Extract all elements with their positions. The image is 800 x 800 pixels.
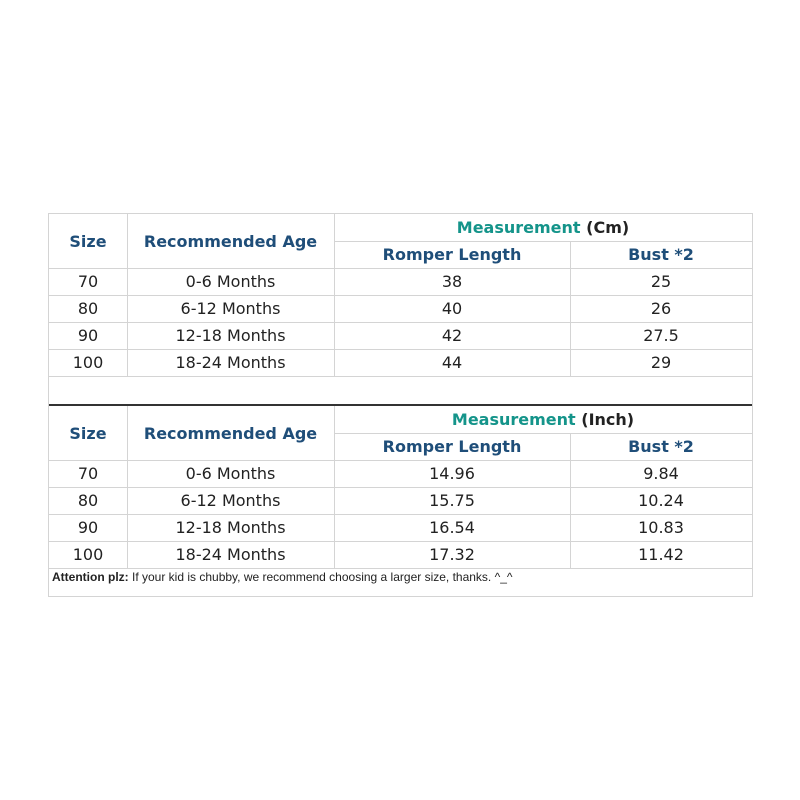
age-header: Recommended Age xyxy=(143,231,318,251)
romper-length-cell: 42 xyxy=(441,326,463,345)
size-cell: 80 xyxy=(77,299,99,318)
size-cell: 90 xyxy=(77,326,99,345)
age-cell: 6-12 Months xyxy=(180,299,281,318)
size-header: Size xyxy=(69,423,107,443)
age-header: Recommended Age xyxy=(143,423,318,443)
age-cell: 12-18 Months xyxy=(175,326,286,345)
bust-header: Bust *2 xyxy=(628,245,694,264)
age-cell: 6-12 Months xyxy=(180,491,281,510)
bust-cell: 25 xyxy=(650,272,672,291)
size-cell: 100 xyxy=(72,545,104,564)
age-cell: 18-24 Months xyxy=(175,545,286,564)
measurement-unit: (Inch) xyxy=(581,410,635,429)
measurement-title: Measurement xyxy=(451,410,576,429)
age-cell: 12-18 Months xyxy=(175,518,286,537)
bust-cell: 29 xyxy=(650,353,672,372)
bust-cell: 26 xyxy=(650,299,672,318)
romper-length-cell: 17.32 xyxy=(429,545,475,564)
attention-note xyxy=(52,570,513,584)
romper-length-cell: 16.54 xyxy=(429,518,475,537)
romper-length-header: Romper Length xyxy=(382,245,522,264)
age-cell: 0-6 Months xyxy=(185,272,276,291)
size-cell: 70 xyxy=(77,464,99,483)
size-header: Size xyxy=(69,231,107,251)
size-chart xyxy=(48,213,753,597)
bust-cell: 10.83 xyxy=(638,518,684,537)
attention-label: Attention plz: xyxy=(52,570,129,584)
size-cell: 80 xyxy=(77,491,99,510)
romper-length-cell: 38 xyxy=(441,272,463,291)
age-cell: 0-6 Months xyxy=(185,464,276,483)
measurement-title: Measurement xyxy=(456,218,581,237)
bust-cell: 10.24 xyxy=(638,491,684,510)
bust-cell: 11.42 xyxy=(638,545,684,564)
bust-cell: 27.5 xyxy=(643,326,679,345)
size-cell: 100 xyxy=(72,353,104,372)
romper-length-cell: 44 xyxy=(441,353,463,372)
romper-length-header: Romper Length xyxy=(382,437,522,456)
age-cell: 18-24 Months xyxy=(175,353,286,372)
measurement-unit: (Cm) xyxy=(586,218,630,237)
measurement-header xyxy=(334,406,752,433)
table-divider xyxy=(49,404,752,406)
attention-text: If your kid is chubby, we recommend choosing a larger size, thanks. ^_^ xyxy=(128,570,513,584)
romper-length-cell: 15.75 xyxy=(429,491,475,510)
size-cell: 90 xyxy=(77,518,99,537)
bust-header: Bust *2 xyxy=(628,437,694,456)
size-cell: 70 xyxy=(77,272,99,291)
measurement-header xyxy=(334,214,752,241)
bust-cell: 9.84 xyxy=(643,464,679,483)
romper-length-cell: 40 xyxy=(441,299,463,318)
romper-length-cell: 14.96 xyxy=(429,464,475,483)
